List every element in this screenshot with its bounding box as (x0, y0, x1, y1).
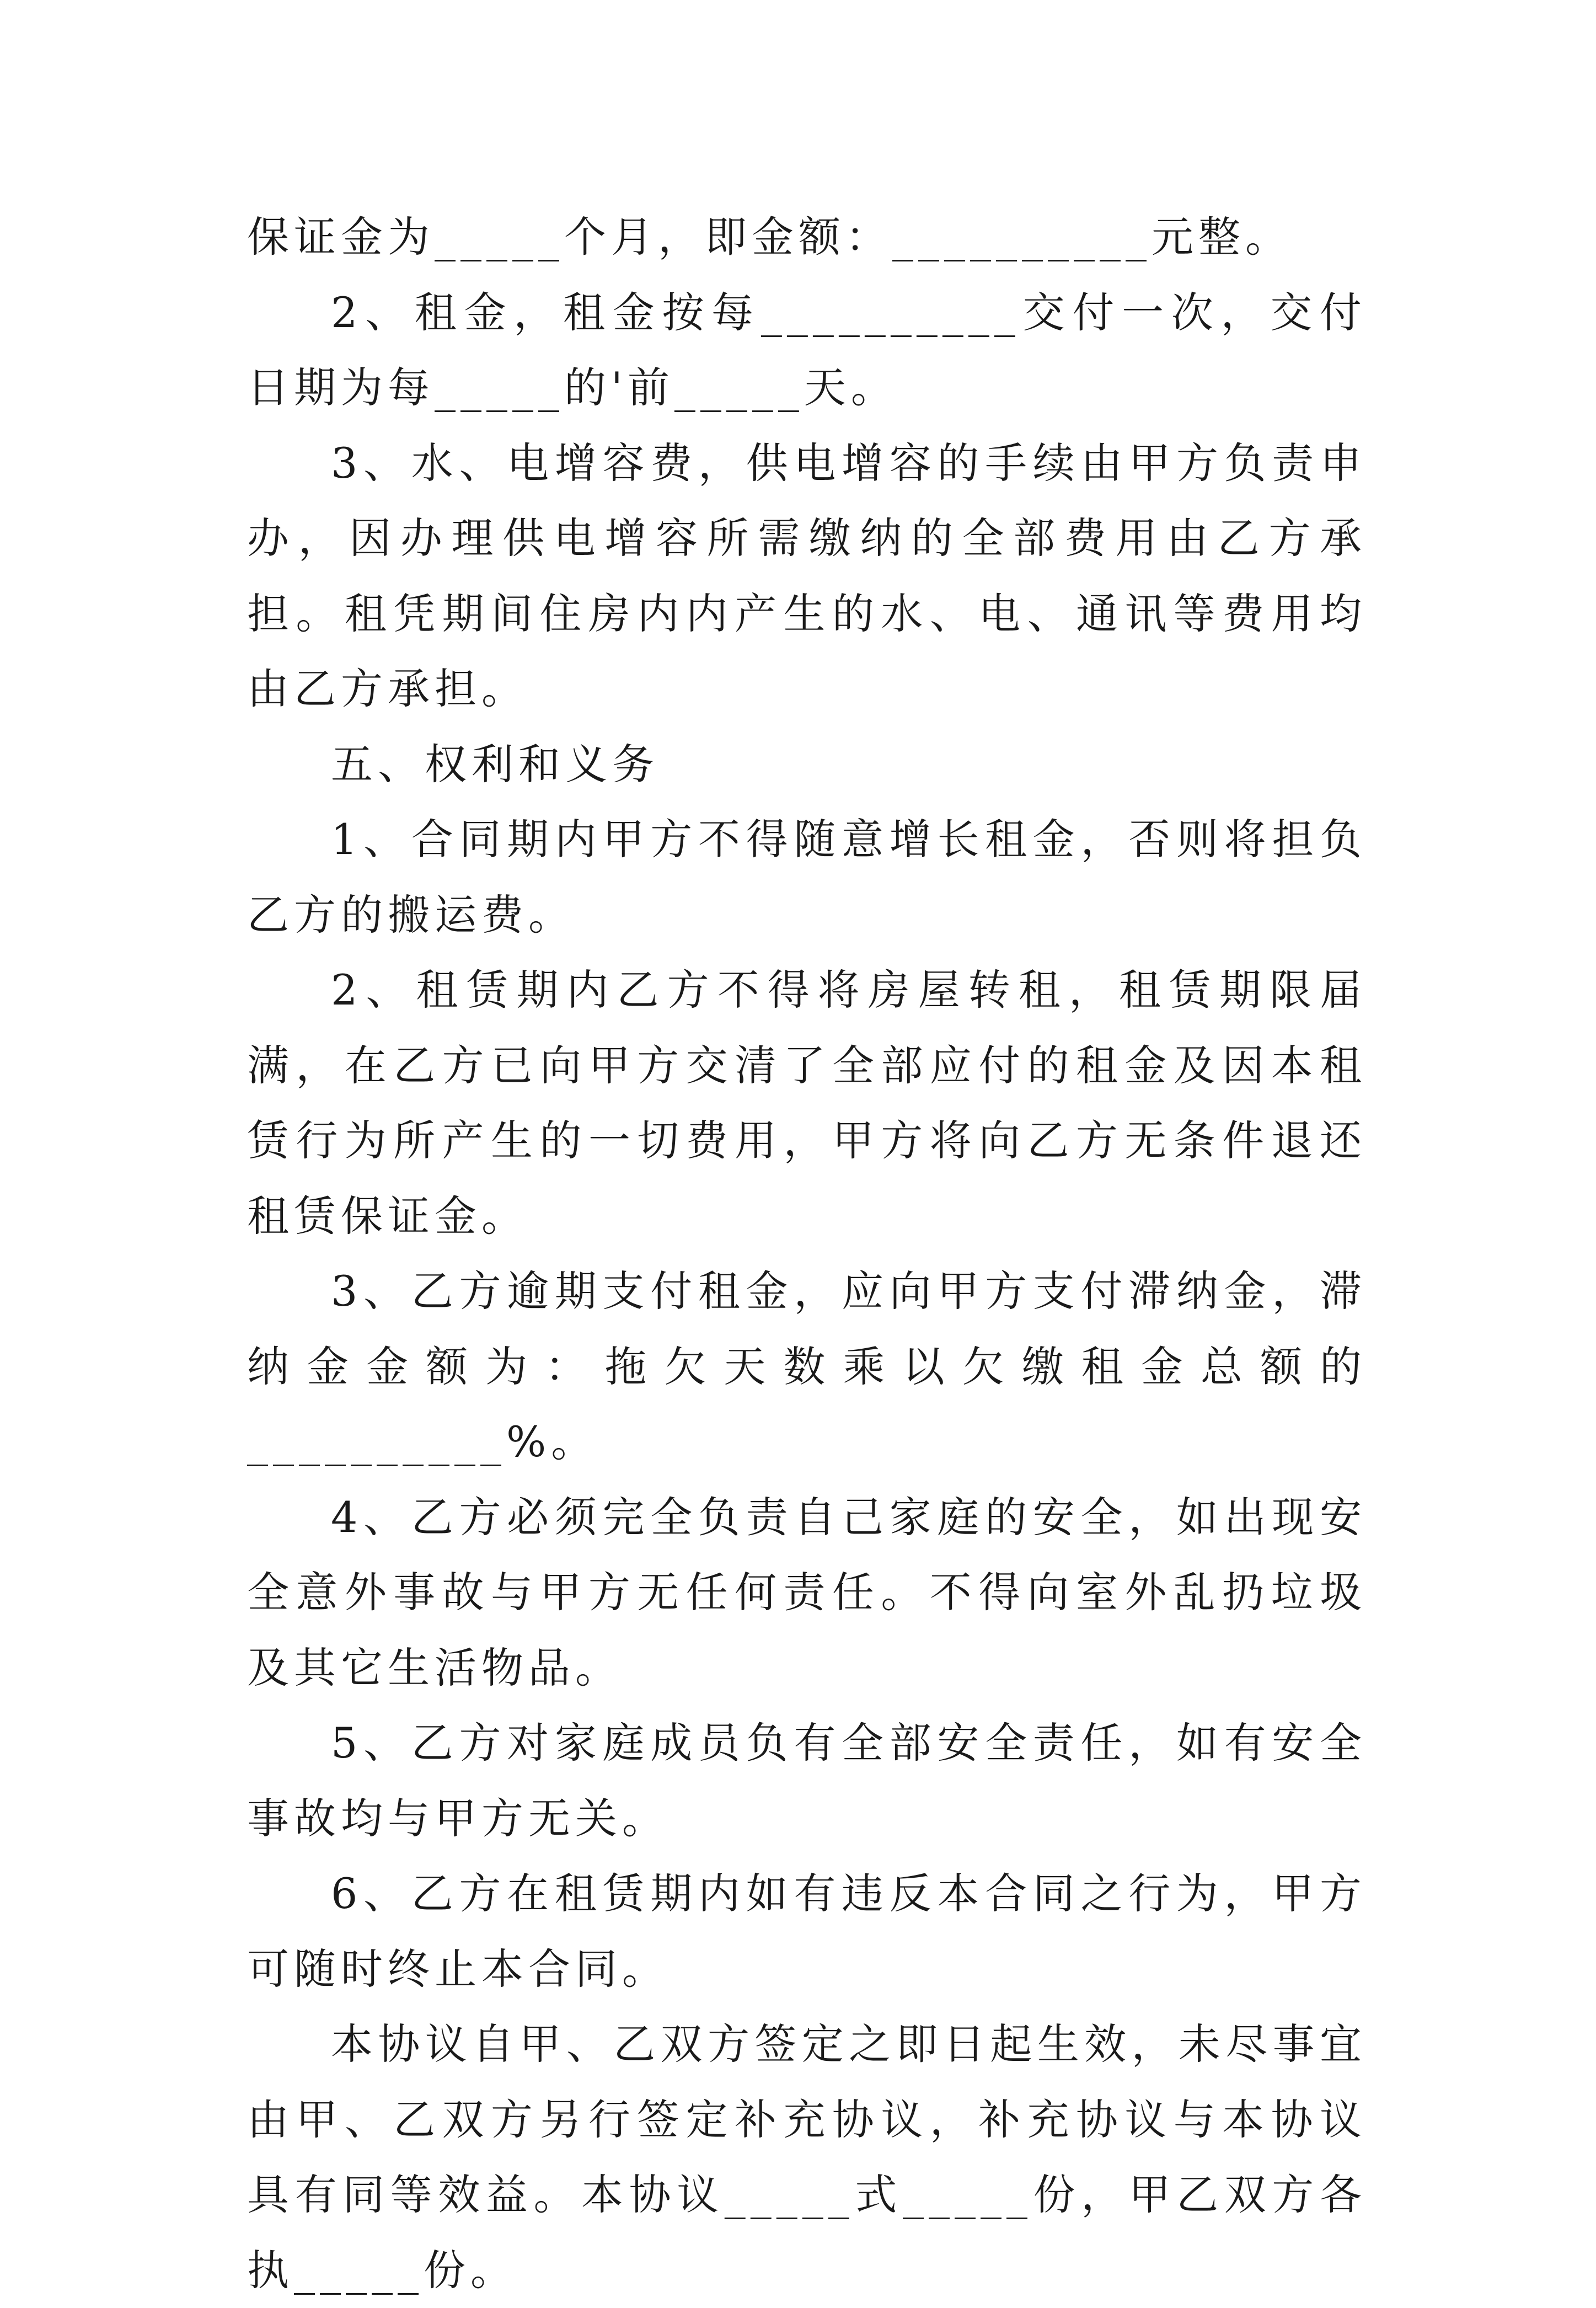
paragraph-utilities: 3、水、电增容费，供电增容的手续由甲方负责申办，因办理供电增容所需缴纳的全部费用由乙方承担。租凭期间住房内内产生的水、电、通讯等费用均由乙方承担。 (247, 438, 1367, 713)
paragraph-rent: 2、租金，租金按每__________交付一次，交付日期为每_____的'前_____天。 (247, 287, 1367, 412)
paragraph-clause-3: 3、乙方逾期支付租金，应向甲方支付滞纳金，滞纳金金额为：拖欠天数乘以欠缴租金总额的__________%。 (247, 1267, 1367, 1466)
paragraph-clause-4: 4、乙方必须完全负责自己家庭的安全，如出现安全意外事故与甲方无任何责任。不得向室外乱扔垃圾及其它生活物品。 (247, 1492, 1367, 1692)
section-heading-rights-obligations: 五、权利和义务 (331, 739, 659, 789)
paragraph-clause-5: 5、乙方对家庭成员负有全部安全责任，如有安全事故均与甲方无关。 (247, 1718, 1367, 1843)
paragraph-clause-2: 2、租赁期内乙方不得将房屋转租，租赁期限届满，在乙方已向甲方交清了全部应付的租金及因本租赁行为所产生的一切费用，甲方将向乙方无条件退还租赁保证金。 (247, 965, 1367, 1241)
paragraph-effective-clause: 本协议自甲、乙双方签定之即日起生效，未尽事宜由甲、乙双方另行签定补充协议，补充协议与本协议具有同等效益。本协议_____式_____份，甲乙双方各执_____份。 (247, 2020, 1367, 2295)
paragraph-clause-6: 6、乙方在租赁期内如有违反本合同之行为，甲方可随时终止本合同。 (247, 1869, 1367, 1994)
paragraph-deposit: 保证金为_____个月，即金额：__________元整。 (247, 212, 1292, 261)
paragraph-clause-1: 1、合同期内甲方不得随意增长租金，否则将担负乙方的搬运费。 (247, 815, 1367, 939)
document-body (247, 200, 1367, 2308)
